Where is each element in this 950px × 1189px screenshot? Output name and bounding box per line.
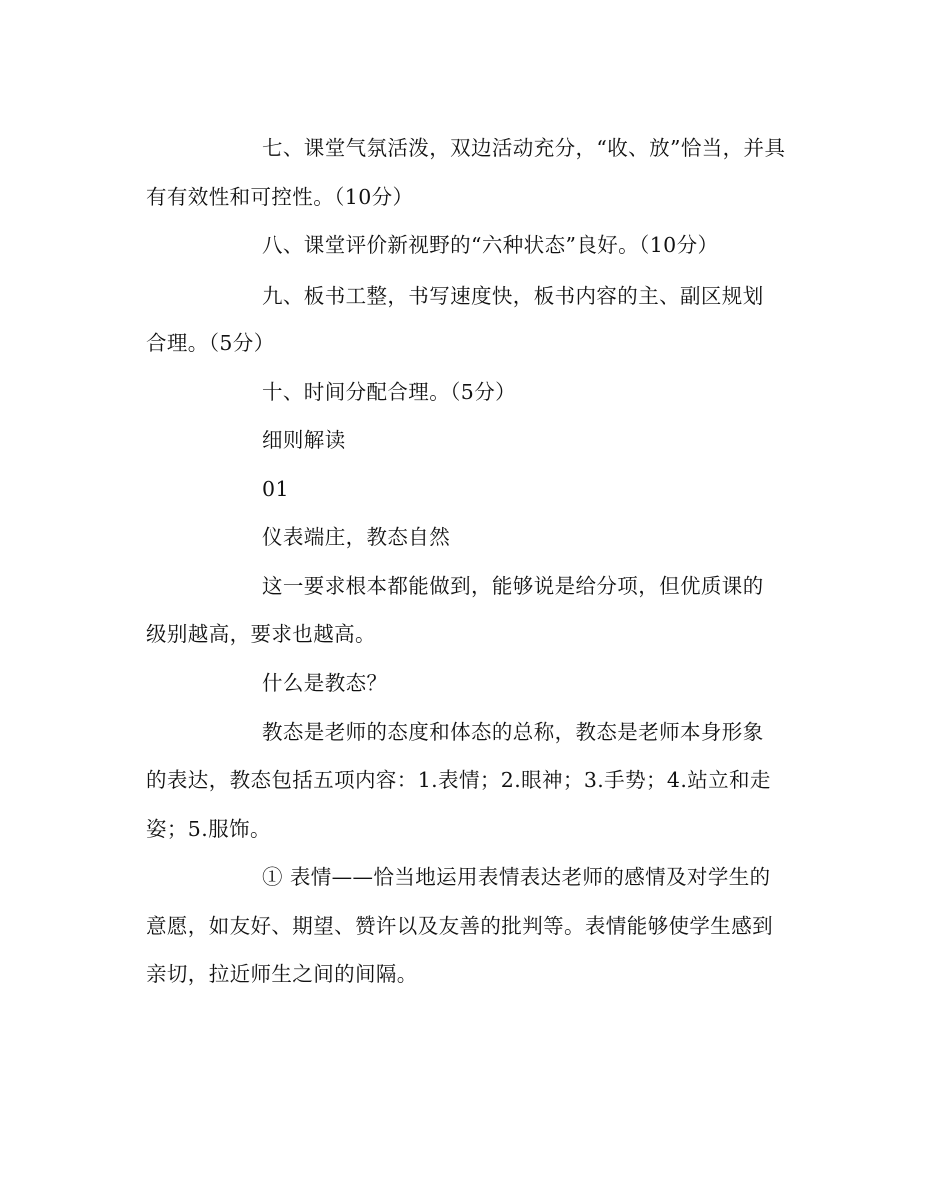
paragraph-line: 教态是老师的态度和体态的总称，教态是老师本身形象 — [262, 720, 764, 744]
paragraph-line: ① 表情——恰当地运用表情表达老师的感情及对学生的 — [262, 865, 771, 889]
paragraph-line: 姿；5.服饰。 — [146, 817, 271, 841]
paragraph-line: 亲切，拉近师生之间的间隔。 — [146, 962, 418, 986]
section-number: 01 — [262, 477, 289, 501]
question-line: 什么是教态？ — [262, 671, 388, 695]
paragraph-line: 七、课堂气氛活泼，双边活动充分，“收、放”恰当，并具 — [262, 136, 786, 160]
paragraph-line: 十、时间分配合理。（5分） — [262, 380, 516, 404]
section-title: 仪表端庄，教态自然 — [262, 525, 451, 549]
paragraph-line: 的表达，教态包括五项内容：1.表情；2.眼神；3.手势；4.站立和走 — [146, 768, 771, 792]
paragraph-line: 合理。（5分） — [146, 331, 275, 355]
paragraph-line: 这一要求根本都能做到，能够说是给分项，但优质课的 — [262, 574, 764, 598]
paragraph-line: 意愿，如友好、期望、赞许以及友善的批判等。表情能够使学生感到 — [146, 914, 773, 938]
paragraph-line: 级别越高，要求也越高。 — [146, 622, 376, 646]
paragraph-line: 八、课堂评价新视野的“六种状态”良好。（10分） — [262, 233, 719, 257]
section-heading: 细则解读 — [262, 428, 346, 452]
paragraph-line: 九、板书工整，书写速度快，板书内容的主、副区规划 — [262, 284, 764, 308]
paragraph-line: 有有效性和可控性。（10分） — [146, 185, 414, 209]
